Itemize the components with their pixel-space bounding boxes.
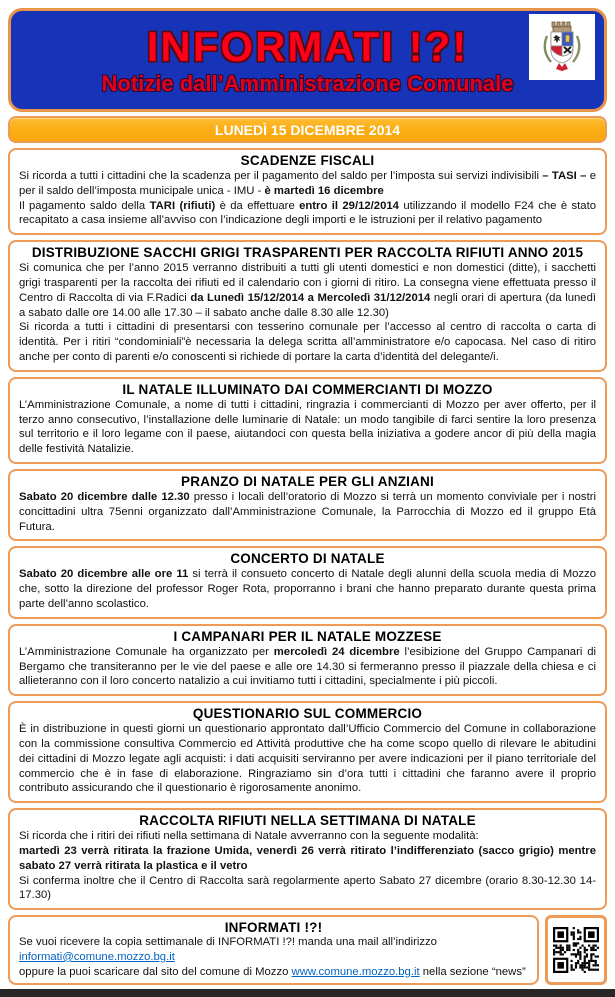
footer-row bbox=[8, 915, 607, 985]
bottom-bar bbox=[0, 989, 615, 997]
section-box bbox=[8, 701, 607, 803]
footer-line1 bbox=[19, 935, 528, 965]
section-paragraph: Si ricorda a tutti i cittadini che la scadenza per il pagamento del saldo per l’imposta sui servizi indivisibili – TASI – e per il saldo dell’imposta municipale unica - IMU - è martedì 16 dicembre bbox=[19, 170, 596, 197]
section-paragraph: L’Amministrazione Comunale ha organizzato per mercoledì 24 dicembre l’esibizione del Gruppo Campanari di Bergamo che transiteranno per le vie del paese e alle ore 14.30 si fermeranno presso il piazzale della chiesa e ci allieteranno con il loro concerto natalizio a cui invitiamo tutti i cittadini, specialmente i più piccoli. bbox=[19, 645, 596, 688]
section-box bbox=[8, 546, 607, 618]
section-paragraph: È in distribuzione in questi giorni un questionario approntato dall’Ufficio Commercio del Comune in collaborazione con la commissione consultiva Commercio ed Attività produttive che ha come scopo quello di rilevare le abitudini dei cittadini di Mozzo legate agli acquisti: i dati acquisiti serviranno per avere indicazioni per il piano territoriale del commercio che è in fase di elaborazione. Ringraziamo sin d’ora tutti i cittadini che faranno avere il proprio contributo assicurando che il questionario è rigorosamente anonimo. bbox=[19, 723, 596, 795]
page-title: INFORMATI !?! bbox=[146, 23, 469, 70]
website-link[interactable]: www.comune.mozzo.bg.it bbox=[291, 965, 420, 978]
section-paragraph: Si ricorda a tutti i cittadini di presentarsi con tesserino comunale per l’accesso al centro di raccolta o carta di identità. Per i ritiri “condominiali”è necessaria la delega scritta all’amministratore e/o capocasa. Nel caso di ritiro anche per conto di parenti e/o conoscenti si richiede di portare la carta d’identità del delegante/i. bbox=[19, 321, 596, 363]
section-title: PRANZO DI NATALE PER GLI ANZIANI bbox=[181, 473, 434, 489]
date-banner: LUNEDÌ 15 DICEMBRE 2014 bbox=[8, 116, 607, 143]
masthead bbox=[8, 8, 607, 112]
section-paragraph: martedì 23 verrà ritirata la frazione Umida, venerdì 26 verrà ritirato l’indifferenziato (sacco grigio) mentre sabato 27 verrà ritirata la plastica e il vetro bbox=[19, 844, 596, 872]
mozzo-coat-of-arms-icon bbox=[529, 14, 595, 80]
footer-box bbox=[8, 915, 539, 985]
section-paragraph: Il pagamento saldo della TARI (rifiuti) è da effettuare entro il 29/12/2014 utilizzando il modello F24 che è stato recapitato a casa insieme all’avviso con l’indicazione degli importi e le istruzioni per il relativo pagamento bbox=[19, 199, 596, 227]
section-title: QUESTIONARIO SUL COMMERCIO bbox=[192, 706, 423, 722]
section-paragraph: Si ricorda che i ritiri dei rifiuti nella settimana di Natale avverranno con la seguente modalità: bbox=[19, 830, 479, 843]
section-paragraph: Sabato 20 dicembre dalle 12.30 presso i locali dell’oratorio di Mozzo si terrà un momento conviviale per i nostri concittadini ultra 75enni organizzato dall’Amministrazione Comunale, la Parrocchia di Mozzo ed il gruppo Età Futura. bbox=[19, 490, 596, 533]
section-box bbox=[8, 240, 607, 372]
section-title: IL NATALE ILLUMINATO DAI COMMERCIANTI DI MOZZO bbox=[122, 381, 493, 397]
footer-line2 bbox=[19, 965, 528, 980]
qr-box bbox=[545, 915, 607, 985]
section-title: DISTRIBUZIONE SACCHI GRIGI TRASPARENTI PER RACCOLTA RIFIUTI ANNO 2015 bbox=[31, 245, 584, 261]
section-paragraph: Si comunica che per l’anno 2015 verranno distribuiti a tutti gli utenti domestici e non domestici (ditte), i sacchetti grigi trasparenti per la raccolta dei rifiuti ed il calendario con i giorni di ritiro. La consegna viene effettuata presso il Centro di Raccolta di via F.Radici da Lunedì 15/12/2014 a Mercoledì 31/12/2014 negli orari di apertura (da lunedì a sabato dalle ore 14.00 alle 17.30 – il sabato anche dalle 8.30 alle 12.30) bbox=[19, 262, 596, 319]
footer-line2-tail: nella sezione “news” bbox=[419, 965, 526, 978]
section-box bbox=[8, 624, 607, 696]
section-box bbox=[8, 469, 607, 541]
section-title: RACCOLTA RIFIUTI NELLA SETTIMANA DI NATALE bbox=[139, 813, 476, 829]
section-paragraph: Si conferma inoltre che il Centro di Raccolta sarà regolarmente aperto Sabato 27 dicembre (orario 8.30-12.30 14-17.30) bbox=[19, 874, 596, 902]
footer-line1-text: Se vuoi ricevere la copia settimanale di INFORMATI !?! manda una mail all’indirizzo bbox=[19, 936, 437, 949]
footer-line2-text: oppure la puoi scaricare dal sito del comune di Mozzo bbox=[19, 965, 292, 978]
footer-title: INFORMATI !?! bbox=[224, 920, 323, 936]
section-title: I CAMPANARI PER IL NATALE MOZZESE bbox=[173, 628, 442, 644]
section-box bbox=[8, 808, 607, 910]
section-paragraph: Sabato 20 dicembre alle ore 11 si terrà il consueto concerto di Natale degli alunni della scuola media di Mozzo che, sotto la direzione del professor Roger Rota, proporranno i brani che hanno preparato durante questa prima parte dell’anno scolastico. bbox=[19, 568, 596, 610]
section-title: CONCERTO DI NATALE bbox=[230, 551, 385, 567]
page-subtitle: Notizie dall’Amministrazione Comunale bbox=[101, 71, 514, 96]
section-box bbox=[8, 377, 607, 464]
section-paragraph: L’Amministrazione Comunale, a nome di tutti i cittadini, ringrazia i commercianti di Mozzo per aver offerto, per il terzo anno consecutivo, l’installazione delle luminarie di Natale: un modo tangibile di farci sentire la loro presenza sul territorio e il loro legame con il paese, aiutandoci con questa bella iniziativa a godere ancor di più della magia delle festività Natalizie. bbox=[19, 398, 596, 456]
section-box bbox=[8, 148, 607, 235]
sections bbox=[8, 148, 607, 910]
qr-code-icon bbox=[553, 927, 599, 973]
email-link[interactable]: informati@comune.mozzo.bg.it bbox=[19, 950, 175, 963]
section-title: SCADENZE FISCALI bbox=[240, 153, 375, 168]
